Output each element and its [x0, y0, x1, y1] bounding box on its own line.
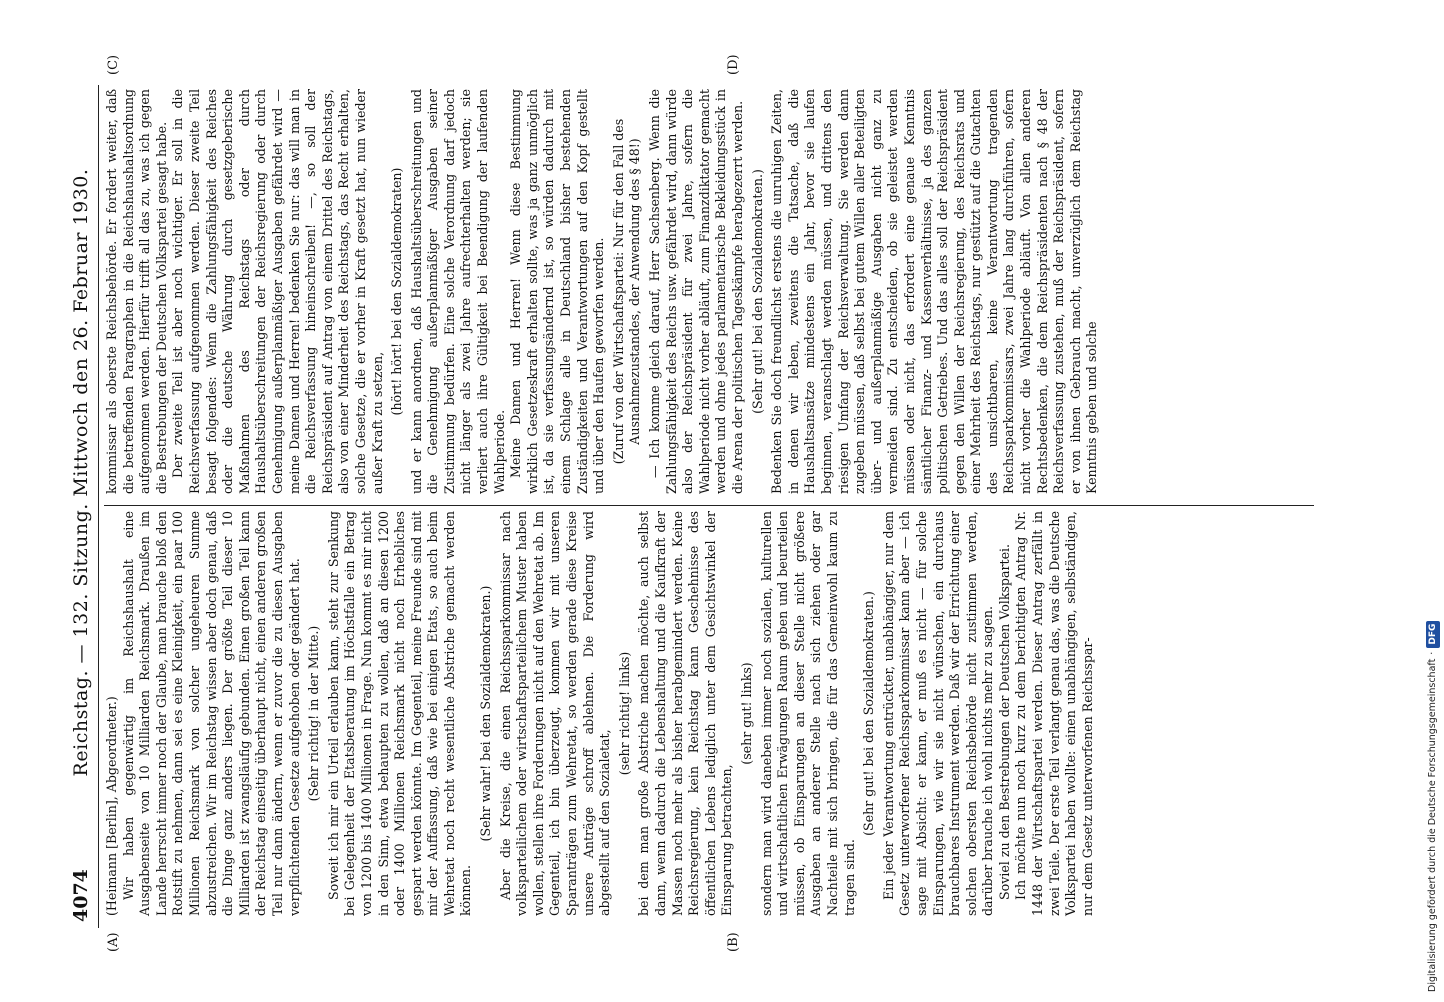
- sidebar-text: Digitalisierung gefördert durch die Deutsche Forschungsgemeinschaft: [1427, 658, 1438, 992]
- paragraph: Ein jeder Verantwortung entrückter, unabhängiger, nur dem Gesetz unterworfener Reichssparkommissar kann aber — ich sage mit Absicht: er kann, er muß es nicht — für solche Einsparungen, wie wir sie nicht wünschen, ein durchaus brauchbares Instrument werden. Daß wir der Errichtung einer solchen obersten Reichsbehörde nicht zustimmen werden, darüber brauche ich wohl nichts mehr zu sagen.: [880, 511, 996, 916]
- paragraph: Meine Damen und Herren! Wenn diese Bestimmung wirklich Gesetzeskraft erhalten sollte, was ja ganz unmöglich ist, da sie verfassungsändernd ist, so würden dadurch mit einem Schlage alle in Deutschland bisher bestehenden Zuständigkeiten und Verantwortungen auf den Kopf gestellt und über den Haufen geworfen werden.: [508, 89, 607, 494]
- paragraph: Der zweite Teil ist aber noch wichtiger. Er soll in die Reichsverfassung aufgenommen werden. Dieser zweite Teil besagt folgendes: Wenn die Zahlungsfähigkeit des Reiches oder die deutsche Währung durch gesetzgeberische Maßnahmen des Reichstags oder durch Haushaltsüberschreitungen der Reichsregierung oder durch Genehmigung außerplanmäßiger Ausgaben gefährdet wird — meine Damen und Herren! bedenken Sie nur: das will man in die Reichsverfassung hineinschreiben! —, so soll der Reichspräsident auf Antrag von einem Drittel des Reichstags, also von einer Minderheit des Reichstags, das Recht erhalten, solche Gesetze, die er vorher in Kraft gesetzt hat, nun wieder außer Kraft zu setzen,: [170, 89, 385, 494]
- page-header: [66, 85, 96, 930]
- margin-marker-c: (C): [106, 54, 121, 75]
- document-sheet: [66, 54, 1336, 952]
- paragraph: Soweit ich mir ein Urteil erlauben kann, steht zur Senkung bei Gelegenheit der Etatsberatung im Höchstfalle ein Betrag von 1200 bis 1400 Millionen in Frage. Nun kommt es mir nicht in den Sinn, etwa behaupten zu wollen, daß an diesen 1200 oder 1400 Millionen Reichsmark nicht noch Erhebliches gespart werden könnte. Im Gegenteil, meine Freunde sind mit mir der Auffassung, daß wie bei einigen Etats, so auch beim Wehretat noch recht wesentliche Abstriche gemacht werden können.: [325, 511, 474, 916]
- paragraph: Bedenken Sie doch freundlichst erstens die unruhigen Zeiten, in denen wir leben, zweitens die Tatsache, daß die Haushaltsansätze mindestens ein Jahr, bevor sie laufen beginnen, veranschlagt werden müssen, und drittens den riesigen Umfang der Reichsverwaltung. Sie werden dann zugeben müssen, daß selbst bei gutem Willen aller Beteiligten über- und außerplanmäßige Ausgaben nicht ganz zu vermeiden sind. Zu entscheiden, ob sie geleistet werden müssen oder nicht, das erfordert eine genaue Kenntnis sämtlicher Finanz- und Kassenverhältnisse, ja des ganzen politischen Getriebes. Und das alles soll der Reichspräsident gegen den Willen der Reichsregierung, des Reichsrats und einer Mehrheit des Reichstags, nur gestützt auf die Gutachten des unsichtbaren, keine Verantwortung tragenden Reichssparkommissars, zwei Jahre lang durchführen, sofern nicht vorher die Wahlperiode abläuft. Von allen anderen Rechtsbedenken, die dem Reichspräsidenten nach § 48 der Reichsverfassung zustehen, muß der Reichspräsident, sofern er von ihnen Gebrauch macht, unverzüglich dem Reichstag Kenntnis geben und solche: [769, 89, 1100, 494]
- interjection: (Sehr wahr! bei den Sozialdemokraten.): [478, 585, 494, 842]
- interjection: (hört! hört! bei den Sozialdemokraten): [389, 167, 405, 416]
- paragraph: sondern man wird daneben immer noch sozialen, kulturellen und wirtschaftlichen Erwägungen Raum geben und beurteilen müssen, ob Einsparungen an dieser Stelle nicht größere Ausgaben an anderer Stelle nach sich ziehen oder gar Nachteile mit sich bringen, die für das Gemeinwohl kaum zu tragen sind.: [758, 511, 857, 916]
- interjection: (Zuruf von der Wirtschaftspartei: Nur für den Fall des Ausnahmezustandes, der Anwendung des § 48!): [610, 118, 643, 465]
- right-column: [104, 89, 1329, 494]
- page-number: 4074: [70, 869, 92, 922]
- digitization-sidebar: [1424, 12, 1444, 1002]
- interjection: (Sehr gut! bei den Sozialdemokraten.): [749, 169, 765, 414]
- paragraph: — Ich komme gleich darauf, Herr Sachsenberg. Wenn die Zahlungsfähigkeit des Reichs usw. gefährdet wird, dann würde also der Reichspräsident für zwei Jahre, sofern die Wahlperiode nicht vorher abläuft, zum Finanzdiktator gemacht werden und ohne jedes parlamentarische Bekleidungsstück in die Arena der politischen Tageskämpfe herabgezerrt werden.: [647, 89, 745, 494]
- interjection: (sehr gut! links): [738, 662, 754, 765]
- column-divider: [104, 505, 1314, 506]
- interjection: (Sehr richtig! in der Mitte.): [306, 625, 322, 802]
- dfg-logo-icon: DFG: [1426, 621, 1440, 648]
- header-rule: [98, 85, 99, 928]
- running-title: Reichstag. — 132. Sitzung. Mittwoch den 26. Februar 1930.: [70, 168, 92, 777]
- paragraph: bei dem man große Abstriche machen möchte, auch selbst dann, wenn dadurch die Lebenshaltung und die Kaufkraft der Massen noch mehr als bisher herabgemindert werden. Keine Reichsregierung, kein Reichstag kann Geschehnisse des öffentlichen Lebens lediglich unter dem Gesichtswinkel der Einsparung betrachten,: [636, 511, 735, 916]
- margin-marker-d: (D): [726, 54, 741, 75]
- paragraph: Soviel zu den Bestrebungen der Deutschen Volkspartei.: [996, 543, 1012, 900]
- margin-marker-a: (A): [106, 932, 121, 952]
- margin-marker-b: (B): [726, 932, 741, 952]
- paragraph: Aber die Kreise, die einen Reichssparkommissar nach volksparteilichem oder wirtschaftsparteilichem Muster haben wollen, stellen ihre Forderungen nicht auf den Wehretat ab. Im Gegenteil, ich bin überzeugt, kommen wir mit unseren Sparanträgen zum Wehretat, so werden gerade diese Kreise unsere Anträge schroff ablehnen. Die Forderung wird abgestellt auf den Sozialetat,: [497, 511, 613, 916]
- interjection: (Sehr gut! bei den Sozialdemokraten.): [861, 591, 877, 836]
- speaker-line: (Heimann [Berlin], Abgeordneter.): [104, 696, 119, 916]
- left-column: [104, 511, 1329, 916]
- sidebar-caption: Digitalisierung gefördert durch die Deutsche Forschungsgemeinschaft · DFG: [1424, 12, 1442, 992]
- paragraph: kommissar als oberste Reichsbehörde. Er fordert weiter, daß die betreffenden Paragraphen in die Reichshaushaltsordnung aufgenommen werden. Hierfür trifft all das zu, was ich gegen die Bestrebungen der Deutschen Volkspartei gesagt habe.: [104, 89, 169, 494]
- paragraph: Ich möchte nun noch kurz zu dem berichtigten Antrag Nr. 1448 der Wirtschaftspartei werden. Dieser Antrag zerfällt in zwei Teile. Der erste Teil verlangt genau das, was die Deutsche Volkspartei haben wollte: einen unabhängigen, selbständigen, nur dem Gesetz unterworfenen Reichsspar-: [1013, 511, 1095, 916]
- interjection: (sehr richtig! links): [616, 651, 632, 776]
- paragraph: und er kann anordnen, daß Haushaltsüberschreitungen und die Genehmigung außerplanmäßiger Ausgaben seiner Zustimmung bedürfen. Eine solche Verordnung darf jedoch nicht länger als zwei Jahre aufrechterhalten werden; sie verliert auch ihre Gültigkeit bei Beendigung der laufenden Wahlperiode.: [408, 89, 507, 494]
- paragraph: Wir haben gegenwärtig im Reichshaushalt eine Ausgabenseite von 10 Milliarden Reichsmark. Draußen im Lande herrscht immer noch der Glaube, man brauche bloß den Rotstift zu nehmen, dann sei es eine Kleinigkeit, ein paar 100 Millionen Reichsmark von solcher ungeheuren Summe abzustreichen. Wir im Reichstag wissen aber doch genau, daß die Dinge ganz anders liegen. Der größte Teil dieser 10 Milliarden ist zwangsläufig gebunden. Einen großen Teil kann der Reichstag einseitig überhaupt nicht, einen anderen großen Teil nur dann ändern, wenn er zuvor die zu diesen Ausgaben verpflichtenden Gesetze aufgehoben oder geändert hat.: [120, 511, 302, 916]
